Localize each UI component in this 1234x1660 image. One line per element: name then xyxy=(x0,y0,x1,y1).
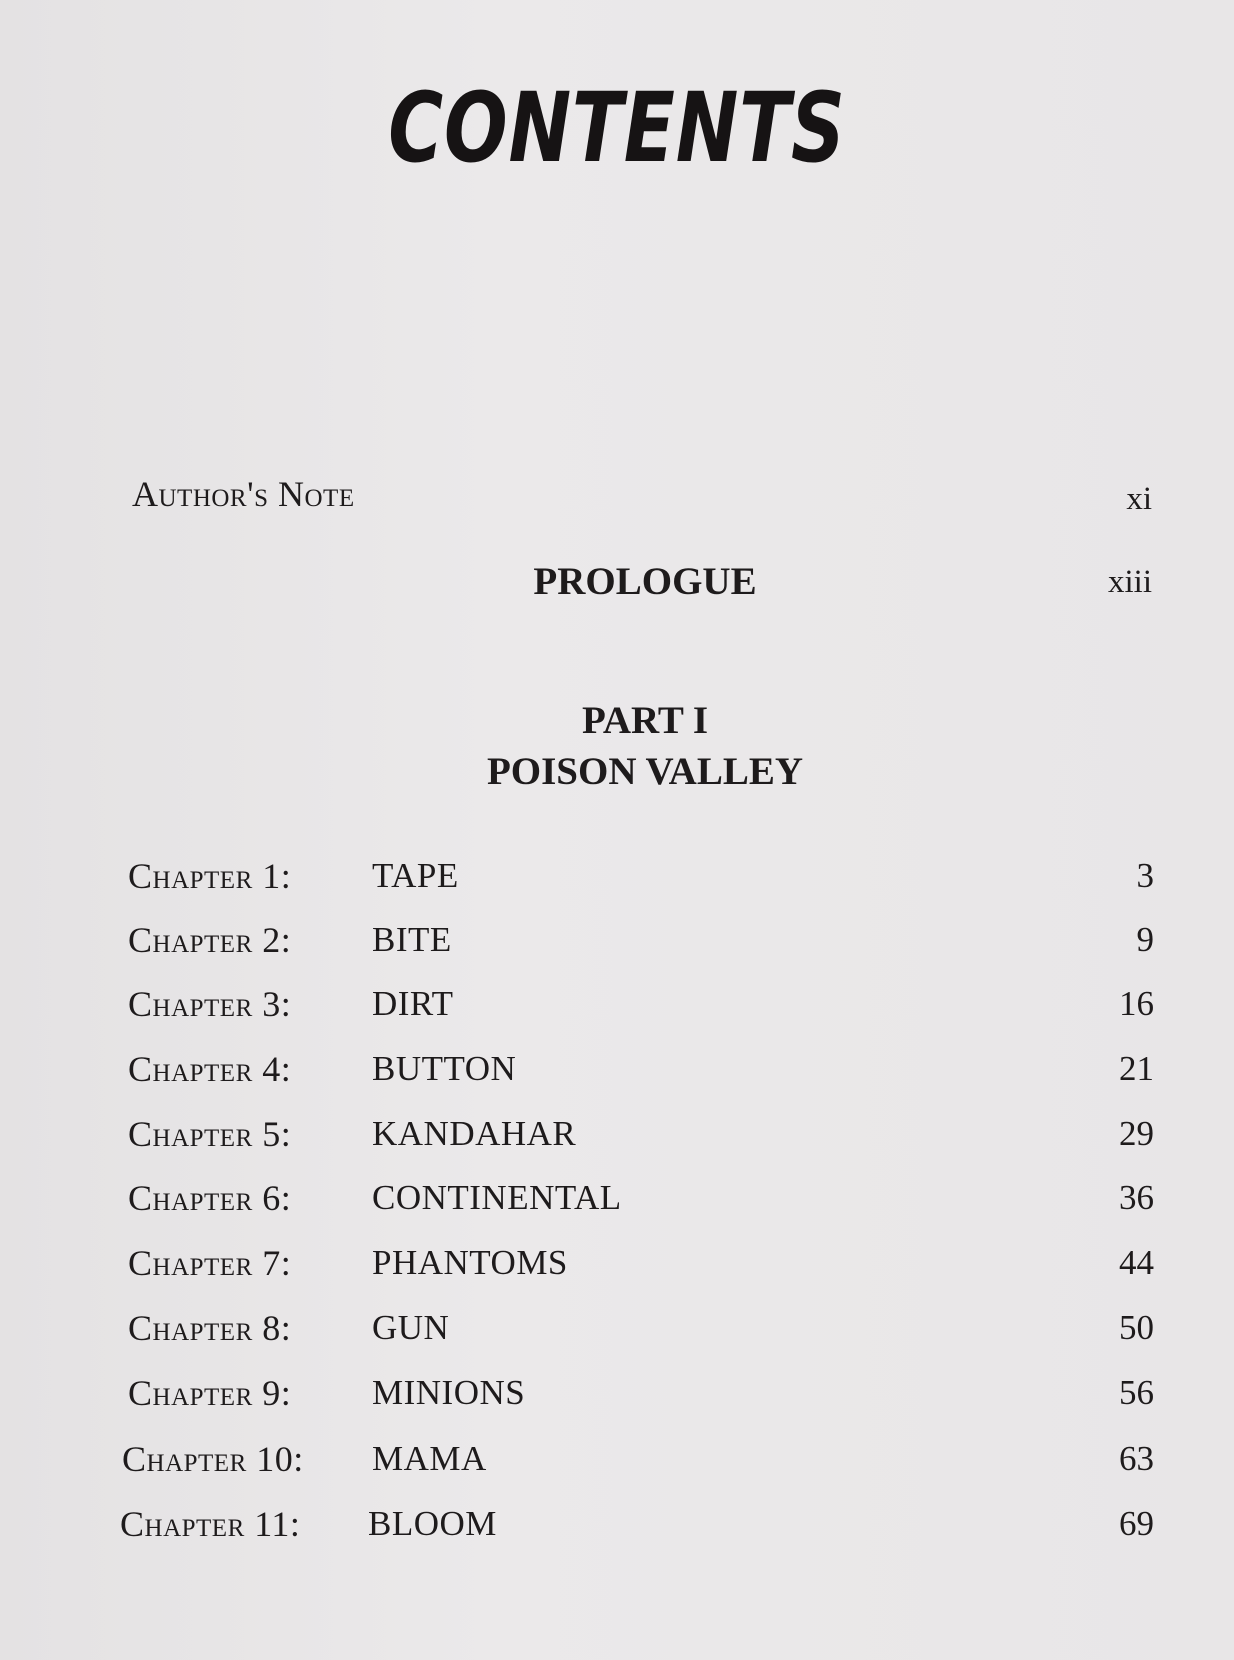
chapter-title: DIRT xyxy=(372,984,454,1023)
chapter-page-number: 69 xyxy=(1119,1504,1154,1543)
part-heading xyxy=(28,696,1234,797)
chapter-number-label: Chapter 11: xyxy=(120,1504,301,1544)
chapter-title: MAMA xyxy=(372,1439,487,1478)
chapter-page-number: 63 xyxy=(1119,1439,1154,1478)
chapter-number-label: Chapter 7: xyxy=(128,1243,292,1283)
chapter-row xyxy=(0,922,1234,986)
chapter-page-number: 50 xyxy=(1119,1308,1154,1347)
chapter-title: BITE xyxy=(372,920,452,959)
chapter-page-number: 36 xyxy=(1119,1178,1154,1217)
prologue-label: PROLOGUE xyxy=(533,560,757,603)
chapter-row xyxy=(0,1116,1234,1180)
prologue-page-number: xiii xyxy=(1107,564,1152,600)
chapter-row xyxy=(0,1441,1234,1505)
chapter-row xyxy=(0,1506,1234,1570)
chapter-title: CONTINENTAL xyxy=(372,1178,622,1217)
part-number: PART I xyxy=(581,699,709,742)
chapter-number-label: Chapter 2: xyxy=(128,920,292,960)
chapter-page-number: 44 xyxy=(1119,1243,1154,1282)
chapter-number-label: Chapter 4: xyxy=(128,1049,292,1089)
chapter-title: PHANTOMS xyxy=(372,1243,568,1282)
chapter-number-label: Chapter 3: xyxy=(128,984,292,1024)
chapter-page-number: 21 xyxy=(1119,1049,1154,1088)
chapter-row xyxy=(0,1051,1234,1115)
chapter-title: BUTTON xyxy=(372,1049,517,1088)
chapter-page-number: 29 xyxy=(1119,1114,1154,1153)
chapter-row xyxy=(0,1245,1234,1309)
chapter-page-number: 16 xyxy=(1119,984,1154,1023)
chapter-number-label: Chapter 5: xyxy=(128,1114,292,1154)
chapter-number-label: Chapter 8: xyxy=(128,1308,292,1348)
part-name: POISON VALLEY xyxy=(486,749,804,793)
chapter-title: TAPE xyxy=(372,856,459,895)
author-note-page-number: xi xyxy=(1126,481,1152,517)
chapter-row xyxy=(0,1310,1234,1374)
chapter-page-number: 3 xyxy=(1136,856,1154,895)
chapter-page-number: 9 xyxy=(1136,920,1154,959)
chapter-page-number: 56 xyxy=(1119,1373,1154,1412)
page-title: CONTENTS xyxy=(388,72,846,184)
chapter-number-label: Chapter 10: xyxy=(122,1439,304,1479)
chapter-number-label: Chapter 9: xyxy=(128,1373,292,1413)
chapter-title: GUN xyxy=(372,1308,450,1347)
chapter-row xyxy=(0,1375,1234,1439)
chapter-title: BLOOM xyxy=(368,1504,497,1543)
chapter-row xyxy=(0,858,1234,922)
chapter-number-label: Chapter 6: xyxy=(128,1178,292,1218)
chapter-number-label: Chapter 1: xyxy=(128,856,292,896)
author-note-label: Author's Note xyxy=(132,474,355,514)
chapter-row xyxy=(0,986,1234,1050)
chapter-title: KANDAHAR xyxy=(372,1114,577,1153)
chapter-row xyxy=(0,1180,1234,1244)
chapter-title: MINIONS xyxy=(372,1373,526,1412)
